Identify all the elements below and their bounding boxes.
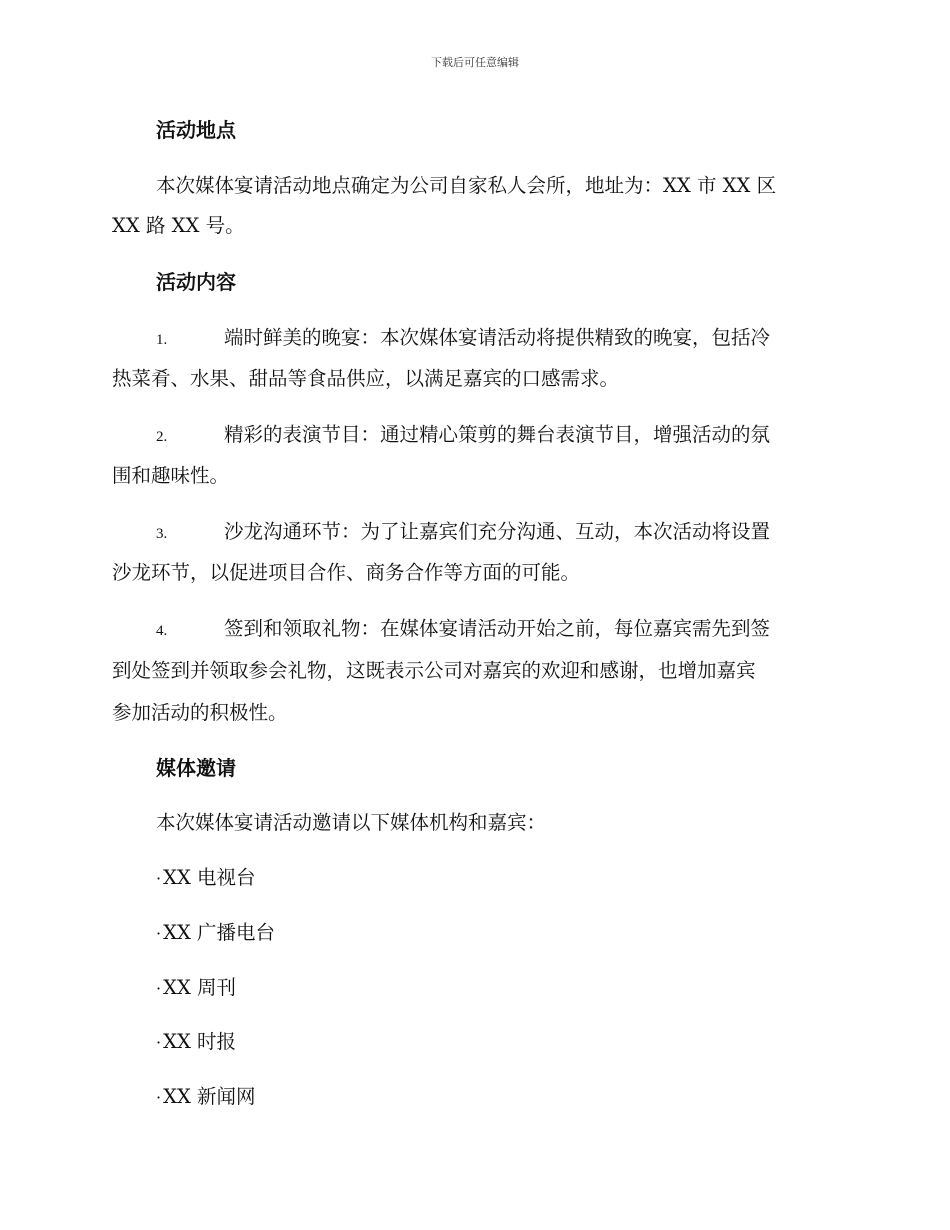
bullet-icon: · [156,979,162,998]
media-intro: 本次媒体宴请活动邀请以下媒体机构和嘉宾： [156,811,547,834]
location-paragraph-line1: 本次媒体宴请活动地点确定为公司自家私人会所，地址为：XX 市 XX 区 [156,174,777,197]
list-text: 签到和领取礼物：在媒体宴请活动开始之前，每位嘉宾需先到签 [224,617,771,640]
list-item [156,322,770,350]
list-item [156,419,770,447]
list-number: 4. [156,623,168,639]
section-title-content: 活动内容 [156,270,236,294]
page-header: 下载后可任意编辑 [431,56,519,69]
list-item [156,516,770,544]
list-text: 沙龙沟通环节：为了让嘉宾们充分沟通、互动，本次活动将设置 [224,520,771,543]
location-paragraph-line2: XX 路 XX 号。 [112,214,245,237]
media-name: XX 新闻网 [163,1085,256,1108]
list-number: 3. [156,526,168,542]
list-text: 端时鲜美的晚宴：本次媒体宴请活动将提供精致的晚宴，包括冷 [224,326,771,349]
media-list-item [156,862,256,890]
media-name: XX 时报 [163,1030,237,1053]
list-item-continuation: 沙龙环节，以促进项目合作、商务合作等方面的可能。 [112,561,581,584]
media-list-item [156,1081,256,1109]
list-number: 2. [156,429,168,445]
bullet-icon: · [156,924,162,943]
media-list-item [156,1026,236,1054]
bullet-icon: · [156,1033,162,1052]
bullet-icon: · [156,869,162,888]
bullet-icon: · [156,1088,162,1107]
media-name: XX 广播电台 [163,921,276,944]
list-item-continuation: 参加活动的积极性。 [112,701,288,724]
list-item-continuation: 到处签到并领取参会礼物，这既表示公司对嘉宾的欢迎和感谢，也增加嘉宾 [112,659,756,682]
list-item-continuation: 围和趣味性。 [112,464,230,487]
media-list-item [156,917,275,945]
media-list-item [156,972,236,1000]
section-title-media: 媒体邀请 [156,756,236,780]
list-text: 精彩的表演节目：通过精心策剪的舞台表演节目，增强活动的氛 [224,423,771,446]
list-item-continuation: 热菜肴、水果、甜品等食品供应，以满足嘉宾的口感需求。 [112,367,620,390]
list-number: 1. [156,332,168,348]
media-name: XX 周刊 [163,976,237,999]
media-name: XX 电视台 [163,866,256,889]
section-title-location: 活动地点 [156,118,236,142]
list-item [156,613,770,641]
